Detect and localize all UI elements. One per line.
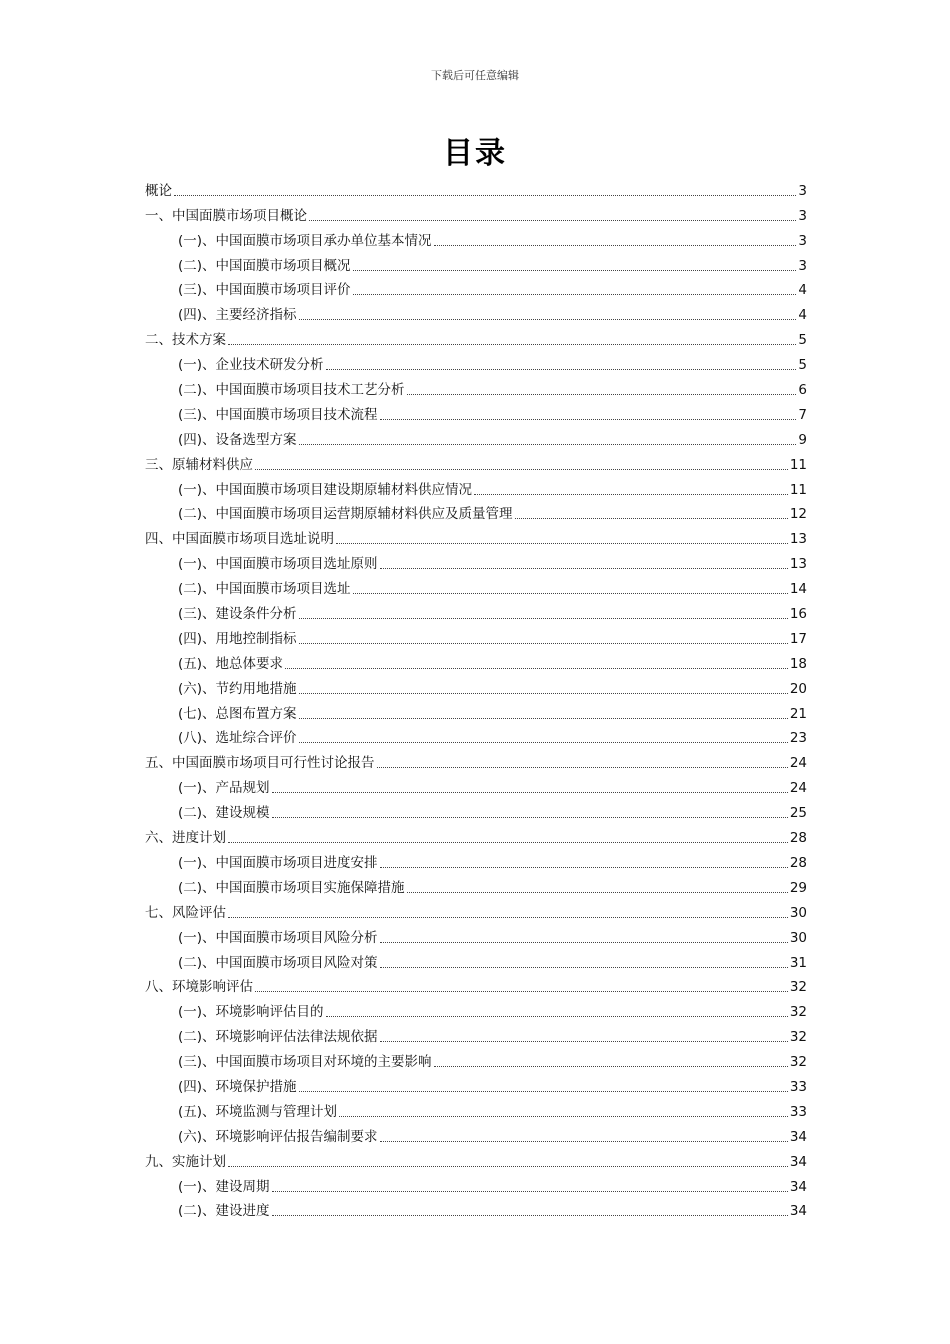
toc-dot-leader — [299, 693, 788, 694]
toc-dot-leader — [272, 817, 788, 818]
toc-entry-label: (二)、环境影响评估法律法规依据 — [178, 1029, 378, 1046]
toc-entry-page-number: 5 — [798, 332, 807, 349]
toc-entry-label: (三)、中国面膜市场项目技术流程 — [178, 406, 378, 423]
toc-dot-leader — [228, 842, 788, 843]
toc-entry[interactable] — [145, 598, 807, 623]
toc-entry[interactable] — [145, 947, 807, 972]
toc-entry[interactable] — [145, 474, 807, 499]
toc-entry-label: (三)、中国面膜市场项目评价 — [178, 282, 351, 299]
toc-dot-leader — [285, 668, 788, 669]
toc-entry[interactable] — [145, 200, 807, 225]
toc-entry[interactable] — [145, 822, 807, 847]
toc-entry-label: 概论 — [145, 182, 172, 199]
toc-entry[interactable] — [145, 996, 807, 1021]
toc-dot-leader — [174, 195, 796, 196]
toc-entry[interactable] — [145, 424, 807, 449]
toc-entry-label: (四)、主要经济指标 — [178, 307, 297, 324]
toc-entry[interactable] — [145, 548, 807, 573]
toc-entry[interactable] — [145, 324, 807, 349]
toc-entry-label: (二)、中国面膜市场项目选址 — [178, 581, 351, 598]
toc-dot-leader — [336, 543, 788, 544]
toc-entry-label: (四)、设备选型方案 — [178, 431, 297, 448]
toc-entry-page-number: 32 — [789, 1029, 807, 1046]
toc-entry-page-number: 7 — [798, 406, 807, 423]
toc-dot-leader — [255, 991, 788, 992]
toc-entry-label: (一)、中国面膜市场项目风险分析 — [178, 929, 378, 946]
toc-entry-page-number: 4 — [798, 307, 807, 324]
toc-entry-page-number: 34 — [789, 1128, 807, 1145]
toc-entry-label: (一)、建设周期 — [178, 1178, 270, 1195]
toc-entry[interactable] — [145, 623, 807, 648]
toc-entry[interactable] — [145, 1121, 807, 1146]
toc-entry-label: 九、实施计划 — [145, 1153, 226, 1170]
toc-entry-page-number: 5 — [798, 357, 807, 374]
toc-entry[interactable] — [145, 299, 807, 324]
toc-entry-page-number: 3 — [798, 257, 807, 274]
toc-entry-label: 三、原辅材料供应 — [145, 456, 253, 473]
toc-entry-page-number: 34 — [789, 1203, 807, 1220]
toc-dot-leader — [299, 444, 797, 445]
toc-entry[interactable] — [145, 897, 807, 922]
header-note: 下载后可任意编辑 — [431, 69, 519, 82]
toc-entry-page-number: 30 — [789, 929, 807, 946]
toc-entry-page-number: 4 — [798, 282, 807, 299]
toc-entry-page-number: 13 — [789, 531, 807, 548]
toc-dot-leader — [326, 369, 797, 370]
toc-entry-label: 四、中国面膜市场项目选址说明 — [145, 531, 334, 548]
toc-entry[interactable] — [145, 1196, 807, 1221]
toc-dot-leader — [309, 220, 796, 221]
toc-entry-label: (二)、中国面膜市场项目风险对策 — [178, 954, 378, 971]
toc-entry-page-number: 13 — [789, 556, 807, 573]
toc-entry-label: (二)、建设进度 — [178, 1203, 270, 1220]
toc-entry[interactable] — [145, 1096, 807, 1121]
toc-dot-leader — [380, 568, 788, 569]
toc-entry-label: (五)、环境监测与管理计划 — [178, 1103, 338, 1120]
toc-entry-page-number: 32 — [789, 1054, 807, 1071]
toc-entry-label: 八、环境影响评估 — [145, 979, 253, 996]
page-title: 目录 — [443, 136, 507, 171]
toc-entry-label: (一)、中国面膜市场项目选址原则 — [178, 556, 378, 573]
toc-entry-page-number: 34 — [789, 1153, 807, 1170]
toc-dot-leader — [377, 767, 788, 768]
toc-entry-label: (六)、环境影响评估报告编制要求 — [178, 1128, 378, 1145]
toc-entry-page-number: 12 — [789, 506, 807, 523]
toc-entry[interactable] — [145, 1171, 807, 1196]
toc-dot-leader — [353, 294, 797, 295]
toc-entry-page-number: 32 — [789, 979, 807, 996]
toc-dot-leader — [353, 593, 788, 594]
toc-entry-label: (七)、总图布置方案 — [178, 705, 297, 722]
toc-entry-label: 五、中国面膜市场项目可行性讨论报告 — [145, 755, 375, 772]
toc-entry-label: (二)、中国面膜市场项目运营期原辅材料供应及质量管理 — [178, 506, 513, 523]
toc-entry[interactable] — [145, 1046, 807, 1071]
toc-dot-leader — [380, 419, 797, 420]
toc-entry[interactable] — [145, 175, 807, 200]
toc-dot-leader — [353, 270, 797, 271]
toc-entry[interactable] — [145, 797, 807, 822]
toc-entry-page-number: 21 — [789, 705, 807, 722]
toc-entry-page-number: 11 — [789, 481, 807, 498]
toc-entry[interactable] — [145, 523, 807, 548]
toc-entry-page-number: 33 — [789, 1078, 807, 1095]
toc-entry[interactable] — [145, 225, 807, 250]
toc-dot-leader — [299, 618, 788, 619]
toc-entry-page-number: 3 — [798, 232, 807, 249]
toc-entry-page-number: 28 — [789, 854, 807, 871]
toc-entry-label: (八)、选址综合评价 — [178, 730, 297, 747]
table-of-contents — [145, 175, 807, 1220]
toc-entry-page-number: 3 — [798, 207, 807, 224]
toc-entry-label: 一、中国面膜市场项目概论 — [145, 207, 307, 224]
toc-entry-label: (四)、环境保护措施 — [178, 1078, 297, 1095]
toc-entry-page-number: 24 — [789, 755, 807, 772]
toc-entry[interactable] — [145, 573, 807, 598]
toc-dot-leader — [255, 469, 788, 470]
toc-dot-leader — [299, 319, 797, 320]
toc-entry[interactable] — [145, 922, 807, 947]
toc-entry[interactable] — [145, 1146, 807, 1171]
toc-entry-page-number: 9 — [798, 431, 807, 448]
toc-entry[interactable] — [145, 449, 807, 474]
toc-dot-leader — [515, 518, 788, 519]
toc-entry-page-number: 24 — [789, 780, 807, 797]
toc-entry-label: (二)、中国面膜市场项目实施保障措施 — [178, 879, 405, 896]
toc-entry[interactable] — [145, 399, 807, 424]
toc-dot-leader — [326, 1016, 788, 1017]
toc-dot-leader — [228, 1166, 788, 1167]
toc-entry[interactable] — [145, 772, 807, 797]
toc-dot-leader — [434, 245, 797, 246]
toc-dot-leader — [228, 344, 796, 345]
toc-entry-page-number: 3 — [798, 182, 807, 199]
toc-dot-leader — [299, 718, 788, 719]
toc-entry[interactable] — [145, 1021, 807, 1046]
toc-entry[interactable] — [145, 1071, 807, 1096]
toc-dot-leader — [272, 1191, 788, 1192]
toc-entry[interactable] — [145, 374, 807, 399]
toc-entry[interactable] — [145, 698, 807, 723]
toc-entry-page-number: 20 — [789, 680, 807, 697]
toc-entry[interactable] — [145, 847, 807, 872]
toc-entry[interactable] — [145, 275, 807, 300]
toc-dot-leader — [339, 1116, 788, 1117]
toc-entry-page-number: 25 — [789, 805, 807, 822]
toc-entry-page-number: 32 — [789, 1004, 807, 1021]
toc-entry-page-number: 16 — [789, 606, 807, 623]
toc-entry-label: 六、进度计划 — [145, 830, 226, 847]
toc-entry-label: (六)、节约用地措施 — [178, 680, 297, 697]
toc-dot-leader — [299, 1091, 788, 1092]
toc-dot-leader — [299, 742, 788, 743]
toc-entry-page-number: 31 — [789, 954, 807, 971]
toc-entry[interactable] — [145, 747, 807, 772]
toc-dot-leader — [380, 967, 788, 968]
toc-entry-label: (一)、中国面膜市场项目建设期原辅材料供应情况 — [178, 481, 473, 498]
toc-dot-leader — [474, 494, 788, 495]
toc-entry-page-number: 30 — [789, 904, 807, 921]
toc-entry-label: (三)、建设条件分析 — [178, 606, 297, 623]
toc-entry-page-number: 34 — [789, 1178, 807, 1195]
toc-entry-label: (四)、用地控制指标 — [178, 630, 297, 647]
toc-entry[interactable] — [145, 349, 807, 374]
toc-entry-label: (一)、环境影响评估目的 — [178, 1004, 324, 1021]
toc-entry-label: (一)、企业技术研发分析 — [178, 357, 324, 374]
toc-entry-label: (三)、中国面膜市场项目对环境的主要影响 — [178, 1054, 432, 1071]
toc-dot-leader — [299, 643, 788, 644]
toc-dot-leader — [380, 1041, 788, 1042]
toc-dot-leader — [380, 1141, 788, 1142]
toc-entry-page-number: 11 — [789, 456, 807, 473]
toc-dot-leader — [380, 942, 788, 943]
toc-dot-leader — [434, 1066, 788, 1067]
toc-entry-page-number: 14 — [789, 581, 807, 598]
toc-entry-page-number: 29 — [789, 879, 807, 896]
toc-entry[interactable] — [145, 648, 807, 673]
toc-dot-leader — [407, 394, 797, 395]
toc-entry-label: (二)、建设规模 — [178, 805, 270, 822]
toc-entry[interactable] — [145, 972, 807, 997]
toc-entry-label: (二)、中国面膜市场项目技术工艺分析 — [178, 382, 405, 399]
toc-entry[interactable] — [145, 499, 807, 524]
toc-entry-page-number: 18 — [789, 655, 807, 672]
toc-entry-label: (五)、地总体要求 — [178, 655, 284, 672]
toc-entry-page-number: 6 — [798, 382, 807, 399]
toc-entry[interactable] — [145, 872, 807, 897]
toc-dot-leader — [272, 792, 788, 793]
toc-entry-page-number: 23 — [789, 730, 807, 747]
toc-entry-page-number: 33 — [789, 1103, 807, 1120]
toc-dot-leader — [272, 1215, 788, 1216]
toc-dot-leader — [228, 917, 788, 918]
toc-entry[interactable] — [145, 673, 807, 698]
toc-entry-page-number: 28 — [789, 830, 807, 847]
toc-dot-leader — [380, 867, 788, 868]
toc-entry[interactable] — [145, 250, 807, 275]
toc-entry-label: (一)、产品规划 — [178, 780, 270, 797]
toc-dot-leader — [407, 892, 788, 893]
toc-entry-label: 二、技术方案 — [145, 332, 226, 349]
toc-entry-page-number: 17 — [789, 630, 807, 647]
toc-entry[interactable] — [145, 723, 807, 748]
toc-entry-label: (一)、中国面膜市场项目进度安排 — [178, 854, 378, 871]
toc-entry-label: 七、风险评估 — [145, 904, 226, 921]
toc-entry-label: (二)、中国面膜市场项目概况 — [178, 257, 351, 274]
toc-entry-label: (一)、中国面膜市场项目承办单位基本情况 — [178, 232, 432, 249]
